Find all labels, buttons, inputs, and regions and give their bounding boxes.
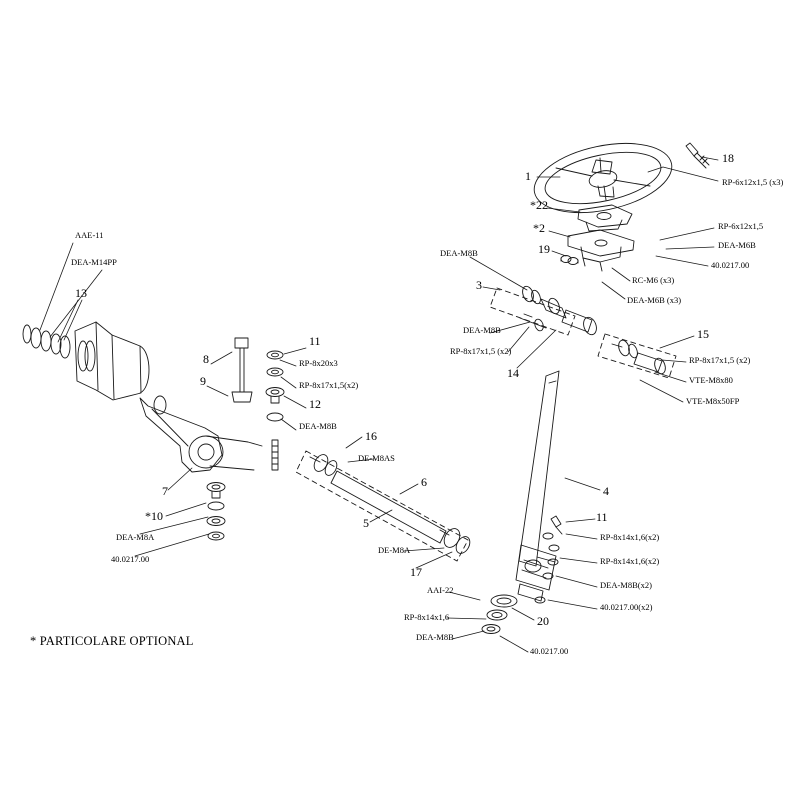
- part-code-dea-m14pp: DEA-M14PP: [71, 257, 117, 267]
- part-code-dea-m6b-x3: DEA-M6B (x3): [627, 295, 682, 305]
- part-code-40-0217-00-x2: 40.0217.00(x2): [600, 602, 653, 612]
- part-code-vte-m8x50fp: VTE-M8x50FP: [686, 396, 740, 406]
- callout-18: 18: [722, 151, 734, 165]
- part-code-dea-m8b-left: DEA-M8B: [299, 421, 337, 431]
- part-code-aai-22: AAI-22: [427, 585, 454, 595]
- part-code-dea-m8b-upper: DEA-M8B: [440, 248, 478, 258]
- callout-16: 16: [365, 429, 377, 443]
- callout-11-lower: 11: [596, 510, 608, 524]
- part-code-de-m8as: DE-M8AS: [358, 453, 395, 463]
- part-code-40-0217-00-bottom: 40.0217.00: [530, 646, 569, 656]
- column-lower-bracket: [516, 545, 556, 590]
- optional-part-footnote: * PARTICOLARE OPTIONAL: [30, 634, 194, 648]
- part-code-rp-6x12x15: RP-6x12x1,5: [718, 221, 764, 231]
- part-code-dea-m8b-bottom: DEA-M8B: [416, 632, 454, 642]
- part-code-rp-8x14x16: RP-8x14x1,6: [404, 612, 450, 622]
- callout-6: 6: [421, 475, 427, 489]
- bolt-18: [686, 143, 709, 168]
- drag-link-assembly: [310, 452, 473, 556]
- callout-11-upper: 11: [309, 334, 321, 348]
- column-lower-splines: [482, 584, 543, 634]
- part-code-rc-m6-x3: RC-M6 (x3): [632, 275, 675, 285]
- spindle-arm: [140, 396, 262, 472]
- part-code-rp-8x17x15-b: RP-8x17x1,5 (x2): [450, 346, 512, 356]
- part-code-dea-m8b-mid: DEA-M8B: [463, 325, 501, 335]
- hub-washer-stack: [23, 325, 70, 358]
- callout-12: 12: [309, 397, 321, 411]
- upper-linkage-envelope: [490, 288, 575, 335]
- callout-5: 5: [363, 516, 369, 530]
- part-code-aae-11: AAE-11: [75, 230, 104, 240]
- callout-3: 3: [476, 278, 482, 292]
- callout-9: 9: [200, 374, 206, 388]
- spindle-lower-fasteners: [207, 483, 225, 541]
- column-support-bracket: [568, 230, 634, 271]
- part-code-rp-8x14x16-b: RP-8x14x1,6(x2): [600, 532, 660, 542]
- callout-10: *10: [145, 509, 163, 523]
- part-code-rp-8x17x15-a: RP-8x17x1,5(x2): [299, 380, 359, 390]
- upper-bracket-washers: [266, 351, 284, 470]
- callout-4: 4: [603, 484, 609, 498]
- wheel-hub-bracket: [578, 205, 632, 231]
- part-code-dea-m8a: DEA-M8A: [116, 532, 155, 542]
- callout-15: 15: [697, 327, 709, 341]
- callout-14: 14: [507, 366, 519, 380]
- callout-20: 20: [537, 614, 549, 628]
- kingpin-bolt-8: [232, 338, 252, 402]
- part-code-40-0217-00-left: 40.0217.00: [111, 554, 150, 564]
- part-code-de-m8a: DE-M8A: [378, 545, 411, 555]
- callout-17: 17: [410, 565, 422, 579]
- part-code-rp-8x14x16-c: RP-8x14x1,6(x2): [600, 556, 660, 566]
- steering-wheel-graphic: [528, 132, 678, 224]
- callout-1: 1: [525, 169, 531, 183]
- callout-13: 13: [75, 286, 87, 300]
- part-code-rp-8x17x15-c: RP-8x17x1,5 (x2): [689, 355, 751, 365]
- part-code-40-0217-00-top: 40.0217.00: [711, 260, 750, 270]
- part-code-vte-m8x80: VTE-M8x80: [689, 375, 733, 385]
- part-code-dea-m8b-x2: DEA-M8B(x2): [600, 580, 652, 590]
- upper-linkage-assembly: [520, 285, 599, 337]
- callout-2: *2: [533, 221, 545, 235]
- wheel-hub-assembly: [75, 322, 149, 400]
- part-code-rp-8x20x3: RP-8x20x3: [299, 358, 338, 368]
- fastener-stack-19: [561, 256, 578, 265]
- part-code-rp-6x12x15-x3: RP-6x12x1,5 (x3): [722, 177, 784, 187]
- callout-8: 8: [203, 352, 209, 366]
- part-code-dea-m6b: DEA-M6B: [718, 240, 756, 250]
- callout-22: *22: [530, 198, 548, 212]
- callout-19: 19: [538, 242, 550, 256]
- callout-7: 7: [162, 484, 168, 498]
